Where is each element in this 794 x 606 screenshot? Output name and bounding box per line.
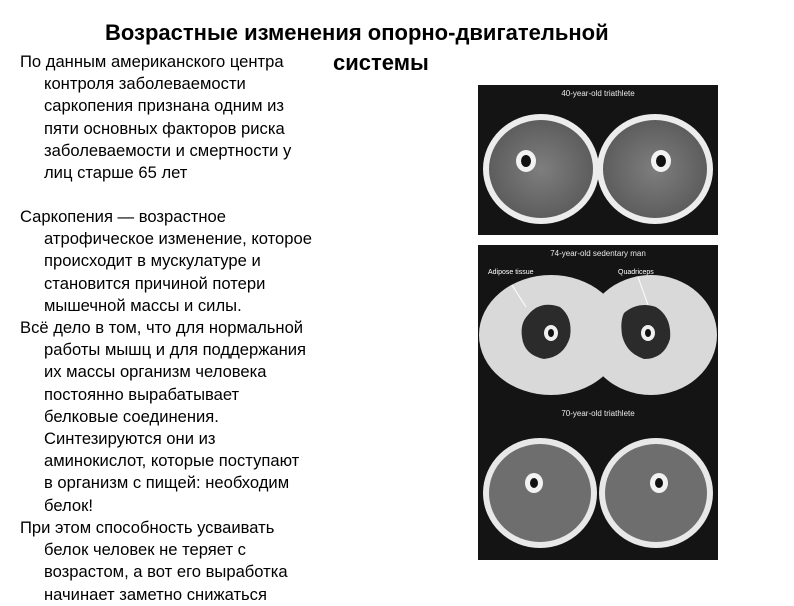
paragraph-cdc-sarcopenia: По данным американского центра контроля заболеваемости саркопения признана одним из пяти основных факторов риска заболеваемости и смертности у лиц старше 65 лет (20, 52, 292, 183)
mri-thigh-scan-image (478, 85, 718, 235)
mri-caption-74-year-old: 74-year-old sedentary man (550, 249, 646, 258)
paragraph-protein-absorption: При этом способность усваивать белок человек не теряет с возрастом, а вот его выработка начинает заметно снижаться (20, 518, 288, 604)
mri-thigh-scan-image (478, 405, 718, 560)
mri-panel-70-year-old-triathlete (478, 405, 718, 560)
paragraph-sarcopenia-definition: Саркопения — возрастное атрофическое изменение, которое происходит в мускулатуре и становится причиной потери мышечной массы и силы. (20, 207, 312, 315)
slide-title-line-1: Возрастные изменения опорно-двигательной (105, 20, 609, 45)
mri-panel-74-year-old-sedentary-man (478, 245, 718, 405)
paragraph-protein-synthesis: Всё дело в том, что для нормальной работы мышц и для поддержания их массы организм человека постоянно вырабатывает белковые соединения. Синтезируются они из аминокислот, которые поступают в организм с пищей: необходим белок! (20, 318, 306, 515)
mri-panel-40-year-old-triathlete (478, 85, 718, 235)
mri-caption-40-year-old: 40-year-old triathlete (561, 89, 635, 98)
slide-title-line-2: системы (333, 50, 429, 75)
label-quadriceps: Quadriceps (618, 269, 654, 276)
label-adipose-tissue: Adipose tissue (488, 269, 534, 276)
mri-caption-70-year-old: 70-year-old triathlete (561, 409, 635, 418)
